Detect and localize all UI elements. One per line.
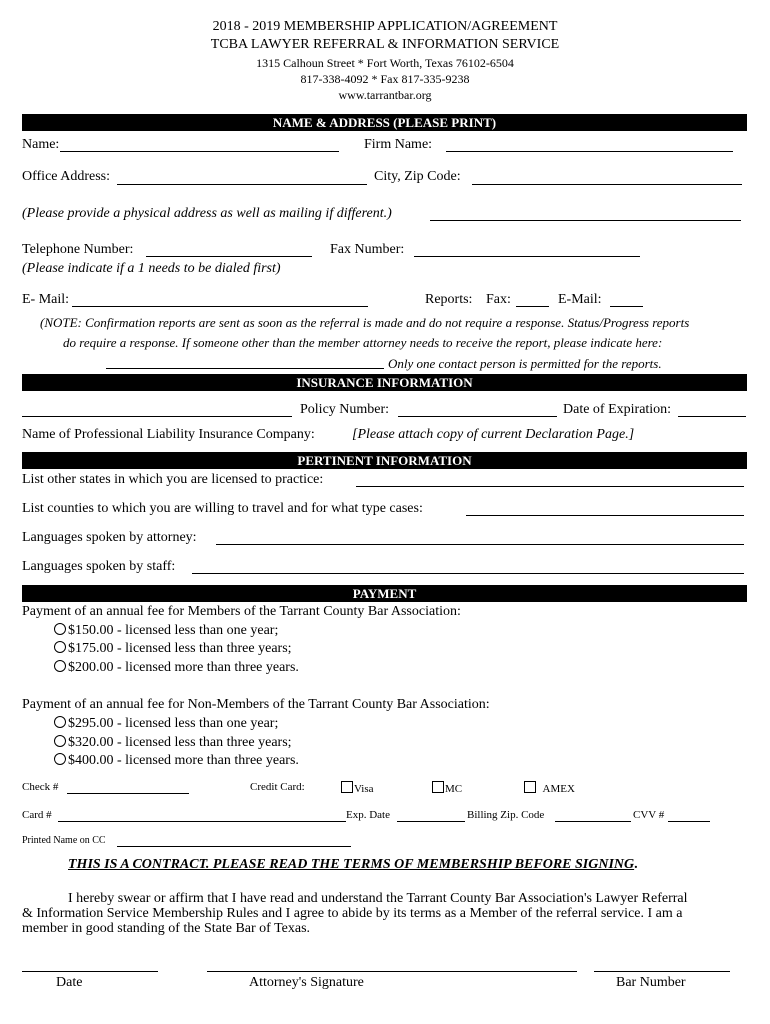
name-field[interactable] <box>60 151 339 152</box>
option-label: $200.00 - licensed more than three years. <box>68 660 299 675</box>
dial-note: (Please indicate if a 1 needs to be dialed first) <box>22 261 281 276</box>
declaration-page-note: [Please attach copy of current Declaration Page.] <box>352 427 635 442</box>
nonmember-fee-option[interactable] <box>54 735 292 751</box>
members-fee-intro: Payment of an annual fee for Members of the Tarrant County Bar Association: <box>22 604 461 619</box>
member-fee-option[interactable] <box>54 623 278 639</box>
check-number-field[interactable] <box>67 793 189 794</box>
name-label: Name: <box>22 137 60 152</box>
languages-staff-label: Languages spoken by staff: <box>22 559 176 574</box>
expiration-field[interactable] <box>678 416 746 417</box>
radio-icon[interactable] <box>54 716 66 728</box>
option-label: $150.00 - licensed less than one year; <box>68 623 279 638</box>
languages-staff-field[interactable] <box>192 573 744 574</box>
checkbox-icon[interactable] <box>524 781 536 793</box>
reports-fax-label: Fax: <box>486 292 511 307</box>
radio-icon[interactable] <box>54 753 66 765</box>
physical-address-field[interactable] <box>430 220 741 221</box>
checkbox-icon[interactable] <box>432 781 444 793</box>
payment-heading: PAYMENT <box>22 585 747 602</box>
insurance-company-field[interactable] <box>22 416 292 417</box>
insurance-company-label: Name of Professional Liability Insurance Company: <box>22 427 315 442</box>
billing-zip-label: Billing Zip. Code <box>467 809 545 821</box>
languages-attorney-field[interactable] <box>216 544 744 545</box>
reports-email-field[interactable] <box>610 306 643 307</box>
email-label: E- Mail: <box>22 292 70 307</box>
physical-address-note: (Please provide a physical address as well as mailing if different.) <box>22 206 392 221</box>
reports-email-label: E-Mail: <box>558 292 602 307</box>
option-label: $320.00 - licensed less than three years; <box>68 735 292 750</box>
city-zip-label: City, Zip Code: <box>374 169 461 184</box>
contract-heading-text: THIS IS A CONTRACT. PLEASE READ THE TERMS OF MEMBERSHIP BEFORE SIGNING <box>68 857 635 872</box>
policy-number-label: Policy Number: <box>300 402 390 417</box>
amex-label: AMEX <box>542 783 575 795</box>
attorney-signature-field[interactable] <box>207 971 577 972</box>
name-address-heading: NAME & ADDRESS (PLEASE PRINT) <box>22 114 747 131</box>
attorney-signature-label: Attorney's Signature <box>249 975 364 990</box>
nonmembers-fee-intro: Payment of an annual fee for Non-Members of the Tarrant County Bar Association: <box>22 697 490 712</box>
telephone-label: Telephone Number: <box>22 242 134 257</box>
counties-label: List counties to which you are willing to travel and for what type cases: <box>22 501 423 516</box>
office-address-label: Office Address: <box>22 169 110 184</box>
statement-line2: & Information Service Membership Rules and I agree to abide by its terms as a Member of the referral service. I am a <box>22 906 683 921</box>
fax-number-label: Fax Number: <box>330 242 405 257</box>
states-field[interactable] <box>356 486 744 487</box>
office-address-field[interactable] <box>117 184 367 185</box>
reports-note-line2: do require a response. If someone other than the member attorney needs to receive the report, please indicate here: <box>63 335 663 350</box>
member-fee-option[interactable] <box>54 660 299 676</box>
reports-note-line1: (NOTE: Confirmation reports are sent as soon as the referral is made and do not require a response. Status/Progress reports <box>40 315 690 330</box>
insurance-heading: INSURANCE INFORMATION <box>22 374 747 391</box>
cvv-label: CVV # <box>633 809 665 821</box>
exp-date-field[interactable] <box>397 821 465 822</box>
report-contact-field[interactable] <box>106 368 384 369</box>
visa-checkbox[interactable] <box>341 781 374 795</box>
cvv-field[interactable] <box>668 821 710 822</box>
statement-line1: I hereby swear or affirm that I have read and understand the Tarrant County Bar Association's Lawyer Referral <box>68 891 688 906</box>
languages-attorney-label: Languages spoken by attorney: <box>22 530 197 545</box>
date-field[interactable] <box>22 971 158 972</box>
nonmember-fee-option[interactable] <box>54 753 299 769</box>
reports-fax-field[interactable] <box>516 306 549 307</box>
pertinent-heading: PERTINENT INFORMATION <box>22 452 747 469</box>
printed-name-field[interactable] <box>117 846 351 847</box>
member-fee-option[interactable] <box>54 641 292 657</box>
bar-number-field[interactable] <box>594 971 730 972</box>
option-label: $295.00 - licensed less than one year; <box>68 716 279 731</box>
credit-card-label: Credit Card: <box>250 781 305 793</box>
city-zip-field[interactable] <box>472 184 742 185</box>
org-address: 1315 Calhoun Street * Fort Worth, Texas 76102-6504 <box>256 56 514 70</box>
amex-checkbox[interactable] <box>524 781 575 795</box>
mc-checkbox[interactable] <box>432 781 462 795</box>
mc-label: MC <box>445 783 463 795</box>
contract-heading <box>68 857 638 873</box>
option-label: $400.00 - licensed more than three years. <box>68 753 299 768</box>
exp-date-label: Exp. Date <box>346 809 390 821</box>
radio-icon[interactable] <box>54 623 66 635</box>
checkbox-icon[interactable] <box>341 781 353 793</box>
card-number-field[interactable] <box>58 821 346 822</box>
counties-field[interactable] <box>466 515 744 516</box>
bar-number-label: Bar Number <box>616 975 686 990</box>
card-number-label: Card # <box>22 809 52 821</box>
email-field[interactable] <box>72 306 368 307</box>
reports-label: Reports: <box>425 292 473 307</box>
billing-zip-field[interactable] <box>555 821 631 822</box>
check-label: Check # <box>22 781 59 793</box>
printed-name-label: Printed Name on CC <box>22 835 106 846</box>
visa-label: Visa <box>354 783 374 795</box>
reports-note-line3: Only one contact person is permitted for the reports. <box>388 356 662 371</box>
radio-icon[interactable] <box>54 660 66 672</box>
radio-icon[interactable] <box>54 641 66 653</box>
states-label: List other states in which you are licensed to practice: <box>22 472 324 487</box>
expiration-label: Date of Expiration: <box>563 402 672 417</box>
firm-name-label: Firm Name: <box>364 137 433 152</box>
firm-name-field[interactable] <box>446 151 733 152</box>
radio-icon[interactable] <box>54 735 66 747</box>
statement-line3: member in good standing of the State Bar of Texas. <box>22 921 311 936</box>
org-phone-fax: 817-338-4092 * Fax 817-335-9238 <box>300 72 470 86</box>
org-website: www.tarrantbar.org <box>338 88 432 102</box>
form-title-line1: 2018 - 2019 MEMBERSHIP APPLICATION/AGREEMENT <box>212 19 558 34</box>
contract-heading-period: . <box>634 857 638 872</box>
policy-number-field[interactable] <box>398 416 557 417</box>
telephone-field[interactable] <box>146 256 312 257</box>
date-label: Date <box>56 975 83 990</box>
fax-number-field[interactable] <box>414 256 640 257</box>
nonmember-fee-option[interactable] <box>54 716 278 732</box>
option-label: $175.00 - licensed less than three years; <box>68 641 292 656</box>
form-title-line2: TCBA LAWYER REFERRAL & INFORMATION SERVICE <box>210 37 560 52</box>
